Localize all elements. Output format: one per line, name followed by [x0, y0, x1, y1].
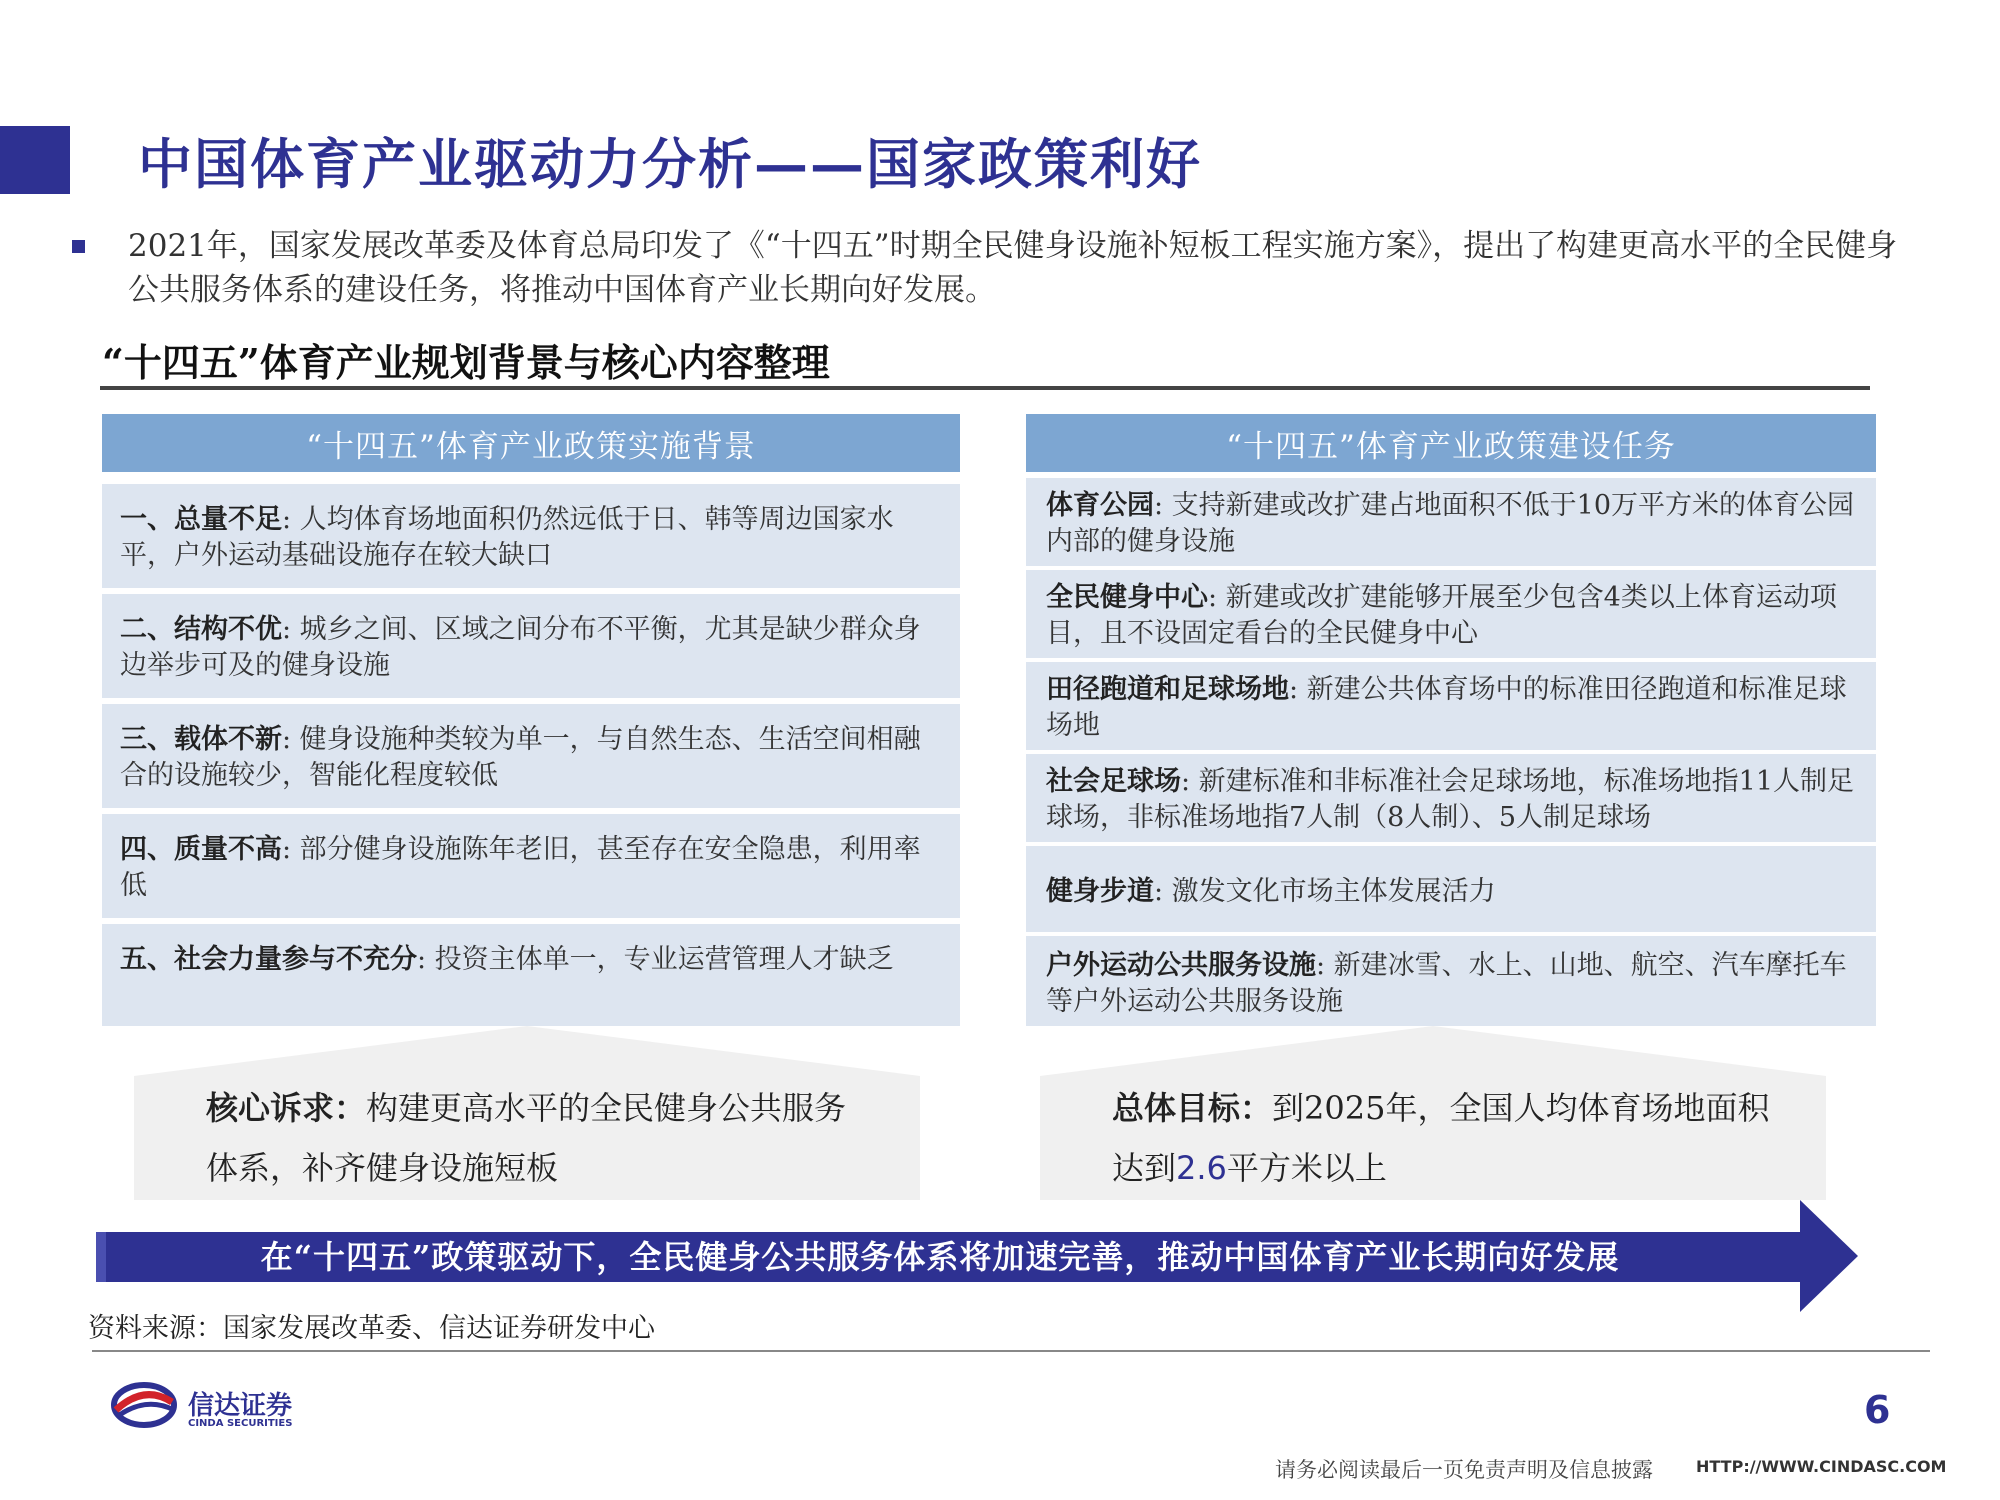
row-title: 二、结构不优	[120, 614, 282, 645]
callout-body-end: 平方米以上	[1226, 1149, 1387, 1187]
background-column-header: “十四五”体育产业政策实施背景	[102, 414, 960, 472]
disclaimer-text: 请务必阅读最后一页免责声明及信息披露	[1275, 1458, 1653, 1482]
row-text: : 人均体育场地面积仍然远低于日、韩等周边国家水平，户外运动基础设施存在较大缺口	[120, 504, 894, 571]
task-row	[1026, 662, 1876, 750]
row-title: 田径跑道和足球场地	[1046, 674, 1289, 705]
row-text: : 部分健身设施陈年老旧，甚至存在安全隐患，利用率低	[120, 834, 921, 901]
title-accent-block	[0, 126, 70, 194]
tasks-column-header: “十四五”体育产业政策建设任务	[1026, 414, 1876, 472]
footer-divider	[92, 1350, 1930, 1352]
source-note: 资料来源：国家发展改革委、信达证券研发中心	[88, 1313, 655, 1344]
callout-highlight: 2.6	[1176, 1149, 1227, 1187]
cinda-logo-icon	[110, 1380, 178, 1430]
row-title: 体育公园	[1046, 490, 1154, 521]
callout-label: 核心诉求：	[206, 1089, 367, 1127]
background-row	[102, 924, 960, 1026]
left-callout-text	[206, 1078, 866, 1198]
task-row	[1026, 478, 1876, 566]
background-row	[102, 484, 960, 588]
row-text: : 健身设施种类较为单一，与自然生态、生活空间相融合的设施较少，智能化程度较低	[120, 724, 921, 791]
row-text: : 新建公共体育场中的标准田径跑道和标准足球场地	[1046, 674, 1847, 741]
row-text: : 新建冰雪、水上、山地、航空、汽车摩托车等户外运动公共服务设施	[1046, 950, 1847, 1017]
section-divider	[100, 386, 1870, 390]
right-callout-text	[1112, 1078, 1772, 1198]
intro-paragraph: 2021年，国家发展改革委及体育总局印发了《“十四五”时期全民健身设施补短板工程实施方案》，提出了构建更高水平的全民健身公共服务体系的建设任务，将推动中国体育产业长期向好发展。	[128, 228, 1898, 308]
task-row	[1026, 754, 1876, 842]
row-title: 五、社会力量参与不充分	[120, 944, 417, 975]
row-text: : 投资主体单一，专业运营管理人才缺乏	[417, 944, 894, 975]
row-title: 全民健身中心	[1046, 582, 1208, 613]
logo-name-en: CINDA SECURITIES	[188, 1418, 293, 1429]
page-number: 6	[1864, 1388, 1891, 1432]
row-text: : 支持新建或改扩建占地面积不低于10万平方米的体育公园内部的健身设施	[1046, 490, 1855, 557]
background-column	[102, 414, 960, 1026]
logo-name: 信达证券	[188, 1391, 293, 1421]
row-title: 健身步道	[1046, 876, 1154, 907]
row-text: : 城乡之间、区域之间分布不平衡，尤其是缺少群众身边举步可及的健身设施	[120, 614, 921, 681]
task-row	[1026, 846, 1876, 932]
row-text: : 新建或改扩建能够开展至少包含4类以上体育运动项目，且不设固定看台的全民健身中心	[1046, 582, 1837, 649]
row-text: : 激发文化市场主体发展活力	[1154, 876, 1496, 907]
site-url: HTTP://WWW.CINDASC.COM	[1696, 1457, 1947, 1476]
row-title: 一、总量不足	[120, 504, 282, 535]
row-title: 户外运动公共服务设施	[1046, 950, 1316, 981]
callout-label: 总体目标：	[1112, 1089, 1273, 1127]
banner-text: 在“十四五”政策驱动下，全民健身公共服务体系将加速完善，推动中国体育产业长期向好发展	[260, 1238, 1620, 1276]
tasks-column	[1026, 414, 1876, 1026]
section-heading: “十四五”体育产业规划背景与核心内容整理	[102, 340, 830, 385]
background-row	[102, 814, 960, 918]
row-text: : 新建标准和非标准社会足球场地，标准场地指11人制足球场，非标准场地指7人制（8人制）、5人制足球场	[1046, 766, 1855, 833]
background-row	[102, 704, 960, 808]
intro-bullet-icon	[72, 240, 85, 253]
callout-body: 到2025年，全国人均体育场地面积达到	[1112, 1089, 1770, 1187]
row-title: 三、载体不新	[120, 724, 282, 755]
row-title: 四、质量不高	[120, 834, 282, 865]
row-title: 社会足球场	[1046, 766, 1181, 797]
page-title: 中国体育产业驱动力分析——国家政策利好	[138, 132, 1202, 196]
callout-body: 构建更高水平的全民健身公共服务体系，补齐健身设施短板	[206, 1089, 847, 1187]
task-row	[1026, 570, 1876, 658]
background-row	[102, 594, 960, 698]
task-row	[1026, 936, 1876, 1026]
